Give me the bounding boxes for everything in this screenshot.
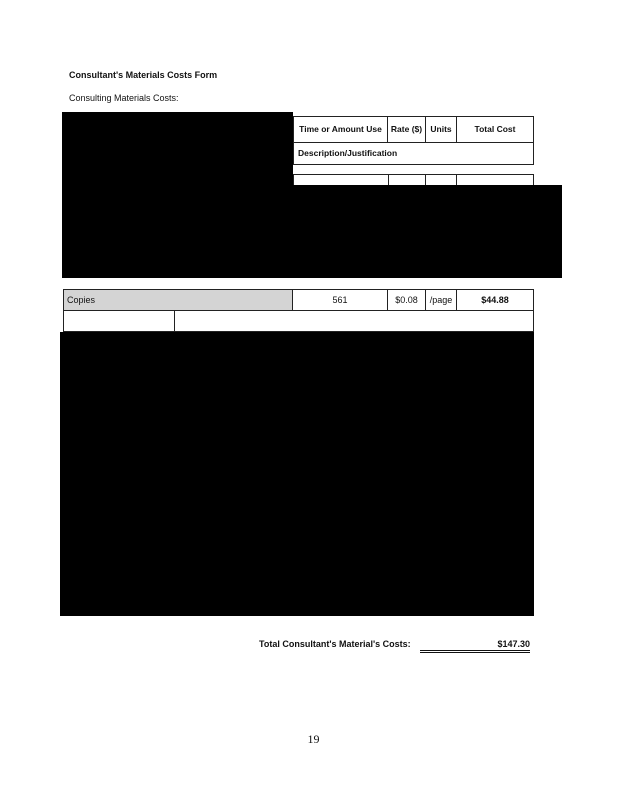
- row-total: $44.88: [481, 295, 509, 305]
- header-time-or-amount: Time or Amount Use: [294, 117, 388, 142]
- redaction-block-bottom: [60, 332, 534, 616]
- cost-table-header: [293, 116, 534, 165]
- table-row-description: [63, 311, 534, 332]
- redaction-block-top-left: [62, 112, 293, 188]
- row-rate: $0.08: [388, 290, 426, 310]
- redaction-block-middle: [62, 185, 562, 278]
- row-units: /page: [426, 290, 457, 310]
- total-underline: [420, 650, 530, 651]
- row-item-label: Copies: [64, 290, 293, 310]
- form-subtitle: Consulting Materials Costs:: [69, 93, 179, 103]
- header-description: Description/Justification: [298, 148, 398, 158]
- form-title: Consultant's Materials Costs Form: [69, 70, 218, 80]
- page-number: 19: [307, 732, 320, 746]
- header-total-cost: Total Cost: [474, 124, 516, 135]
- row-amount: 561: [293, 290, 388, 310]
- total-value: $147.30: [497, 639, 530, 649]
- total-label: Total Consultant's Material's Costs:: [259, 639, 411, 649]
- header-units: Units: [426, 117, 457, 142]
- header-rate: Rate ($): [388, 117, 426, 142]
- table-row: [63, 289, 534, 311]
- total-double-underline: [420, 652, 530, 653]
